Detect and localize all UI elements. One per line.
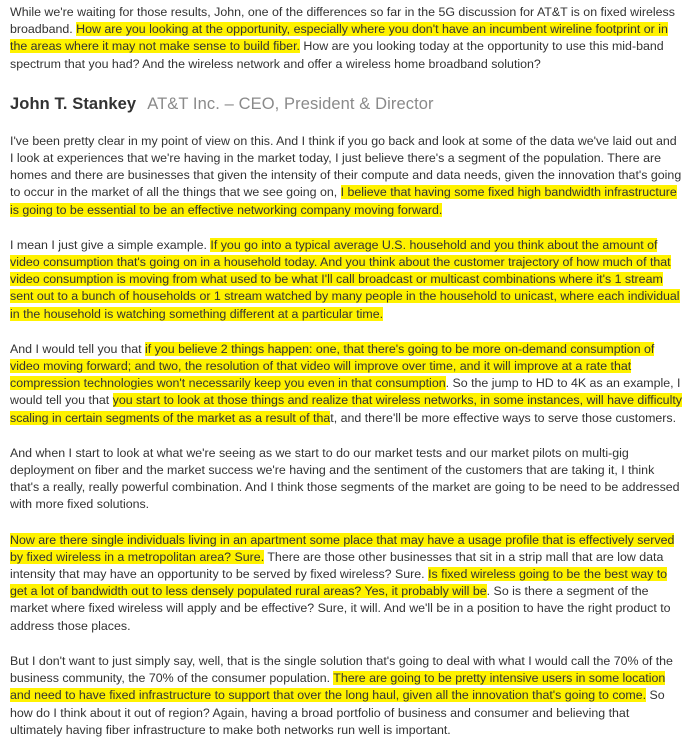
- answer-paragraph: [10, 445, 683, 514]
- text-segment: I've been pretty clear in my point of view on this. And I think if you go back and look at some of the data we've laid out and I look at experiences that we're having in the market today, I just believe there's a segment of the population. There are homes and there are businesses that given the intensity of their compute and data needs, given the innovation that's going to occur in the market of all the things that we see going on,: [10, 133, 682, 200]
- text-segment: And when I start to look at what we're seeing as we start to do our market tests and our market pilots on multi-gig deployment on fiber and the market success we're having and the sentiment of the customers that are taking it, I think that's a really, really powerful combination. And I think those segments of the market are going to be need to be addressed with more fixed solutions.: [10, 445, 680, 512]
- text-segment: But I don't want to just simply say, well, that is the single solution that's going to deal with what I would call the 70% of the business community, the 70% of the consumer population.: [10, 653, 673, 686]
- highlighted-text: If you go into a typical average U.S. household and you think about the amount of video consumption that's going on in a household today. And you think about the customer trajectory of how much of that video consumption is moving from what used to be what I'll call broadcast or multicast combinations where it's 1 stream sent out to a bunch of households or 1 stream watched by many people in the household to unicast, where each individual in the household is watching something different at a particular time.: [10, 237, 680, 321]
- question-paragraph: [10, 4, 683, 73]
- highlighted-text: if you believe 2 things happen: one, that there's going to be more on-demand consumption of video moving forward; and two, the resolution of that video will improve over time, and it will improve at a rate that compression technologies won't necessarily keep you even in that consumption: [10, 341, 655, 391]
- text-segment: While we're waiting for those results, John, one of the differences so far in the 5G discussion for AT&T is on fixed wireless broadband.: [10, 5, 675, 37]
- highlighted-text: How are you looking at the opportunity, especially where you don't have an incumbent wireline footprint or in the areas where it may not make sense to build fiber.: [10, 22, 668, 54]
- text-segment: And I would tell you that: [10, 341, 146, 356]
- highlighted-text: I believe that having some fixed high bandwidth infrastructure is going to be essential to be an effective networking company moving forward.: [10, 185, 677, 217]
- text-segment: How are you looking today at the opportunity to use this mid-band spectrum that you had? And the wireless network and offer a wireless home broadband solution?: [10, 39, 664, 71]
- speaker-name: John T. Stankey: [10, 94, 137, 113]
- text-segment: t, and there'll be more effective ways to serve those customers.: [330, 410, 677, 425]
- text-segment: There are those other businesses that sit in a strip mall that are low data intensity that may have an opportunity to be served by fixed wireless? Sure.: [10, 549, 664, 582]
- text-segment: So how do I think about it out of region? Again, having a broad portfolio of business and consumer and believing that ultimately having fiber infrastructure to make both networks run well is important.: [10, 688, 665, 737]
- answer-paragraph: [10, 237, 683, 323]
- speaker-header: [10, 95, 683, 121]
- highlighted-text: Is fixed wireless going to be the best way to get a lot of bandwidth out to less densely populated rural areas? Yes, it probably will be: [10, 567, 668, 599]
- speaker-role: AT&T Inc. – CEO, President & Director: [147, 94, 434, 113]
- answer-paragraph: [10, 653, 683, 739]
- highlighted-text: Now are there single individuals living in an apartment some place that may have a usage profile that is effectively served by fixed wireless in a metropolitan area? Sure.: [10, 532, 675, 564]
- highlighted-text: you start to look at those things and realize that wireless networks, in some instances, will have difficulty scaling in certain segments of the market as a result of tha: [10, 393, 682, 425]
- answer-paragraph: [10, 532, 683, 635]
- answer-paragraph: [10, 133, 683, 219]
- text-segment: I mean I just give a simple example.: [10, 237, 211, 252]
- text-segment: . So the jump to HD to 4K as an example, I would tell you that: [10, 376, 681, 408]
- highlighted-text: There are going to be pretty intensive users in some location and need to have fixed infrastructure to support that over the long haul, given all the innovation that's going to come.: [10, 671, 666, 703]
- text-segment: . So is there a segment of the market where fixed wireless will apply and be effective? Sure, it will. And we'll be in a position to have the right product to address those places.: [10, 584, 671, 633]
- answer-paragraph: [10, 341, 683, 427]
